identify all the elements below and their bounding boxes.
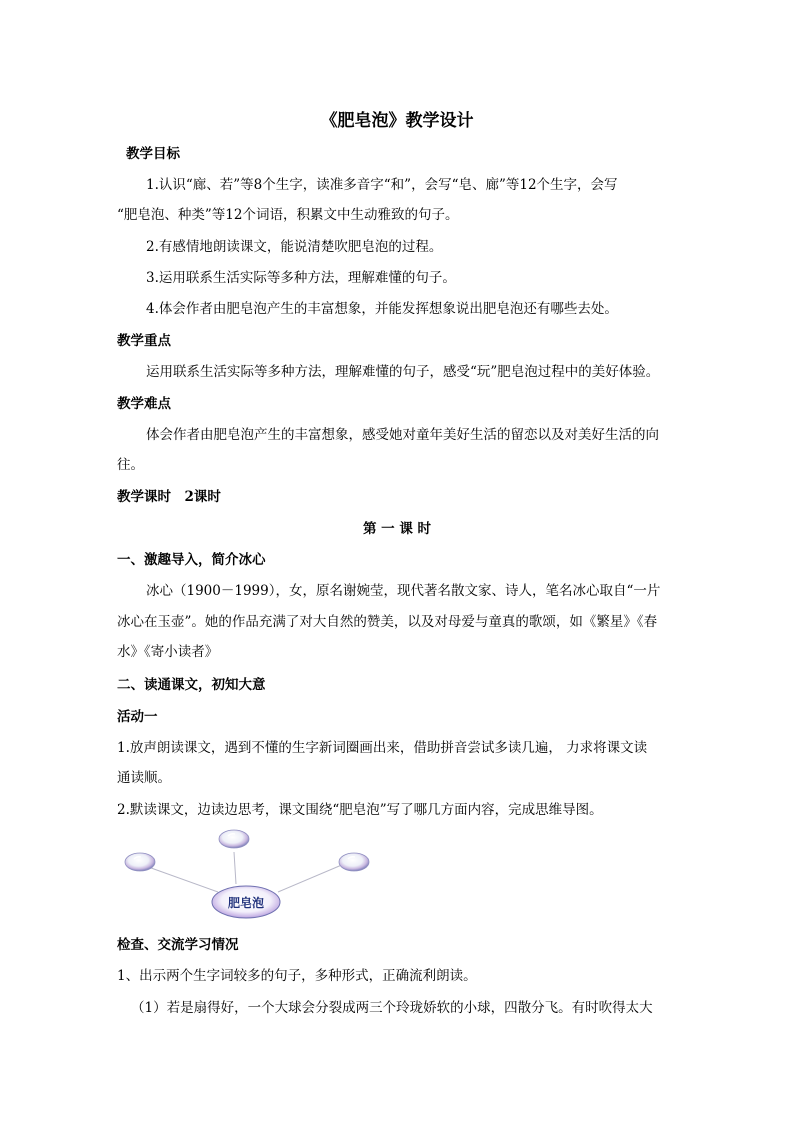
section2-heading: 二、读通课文，初知大意: [117, 677, 266, 693]
section1-line-2: 冰心在玉壶”。她的作品充满了对大自然的赞美，以及对母爱与童真的歌颂，如《繁星》《春: [117, 614, 658, 630]
mind-map-diagram: [118, 826, 378, 922]
bubble-node-center: [212, 886, 280, 918]
objective-line-1: 1.认识“廊、若”等8个生字，读准多音字“和”，会写“皂、廊”等12个生字，会写: [146, 177, 618, 193]
objective-line-3: 2.有感情地朗读课文，能说清楚吹肥皂泡的过程。: [146, 239, 443, 255]
objectives-heading: 教学目标: [126, 146, 180, 162]
connector-line-left: [140, 864, 218, 892]
activity-line-3: 2.默读课文，边读边思考，课文围绕“肥皂泡”写了哪几方面内容，完成思维导图。: [117, 802, 603, 818]
section1-heading: 一、激趣导入，简介冰心: [117, 552, 266, 568]
connector-line-right: [278, 864, 344, 892]
check-line-1: 1、出示两个生字词较多的句子，多种形式，正确流利朗读。: [117, 968, 477, 984]
objective-line-5: 4.体会作者由肥皂泡产生的丰富想象，并能发挥想象说出肥皂泡还有哪些去处。: [146, 301, 618, 317]
difficulty-line-2: 往。: [117, 457, 144, 473]
check-heading: 检查、交流学习情况: [117, 937, 239, 953]
lesson-title: 第 一 课 时: [362, 521, 432, 537]
connector-line-top: [234, 852, 236, 884]
difficulty-line-1: 体会作者由肥皂泡产生的丰富想象，感受她对童年美好生活的留恋以及对美好生活的向: [146, 427, 659, 443]
activity-line-2: 通读顺。: [117, 770, 171, 786]
bubble-node-right[interactable]: [339, 853, 369, 871]
key-text: 运用联系生活实际等多种方法，理解难懂的句子，感受“玩”肥皂泡过程中的美好体验。: [146, 364, 660, 380]
section1-line-3: 水》《寄小读者》: [117, 644, 219, 660]
activity-line-1: 1.放声朗读课文，遇到不懂的生字新词圈画出来，借助拼音尝试多读几遍， 力求将课文读: [117, 740, 648, 756]
objective-line-4: 3.运用联系生活实际等多种方法，理解难懂的句子。: [146, 270, 456, 286]
objective-line-2: “肥皂泡、种类”等12个词语，积累文中生动雅致的句子。: [117, 207, 459, 223]
bubble-node-top[interactable]: [219, 830, 249, 848]
key-heading: 教学重点: [117, 333, 171, 349]
lesson-hours: 教学课时 2课时: [117, 489, 221, 505]
difficulty-heading: 教学难点: [117, 396, 171, 412]
bubble-node-left[interactable]: [125, 853, 155, 871]
check-line-2: （1）若是扇得好，一个大球会分裂成两三个玲珑娇软的小球，四散分飞。有时吹得太大: [131, 1000, 653, 1016]
activity-heading: 活动一: [117, 709, 158, 725]
mind-map-center-label: 肥皂泡: [227, 896, 265, 910]
section1-line-1: 冰心（1900－1999），女，原名谢婉莹，现代著名散文家、诗人，笔名冰心取自“一片: [146, 583, 661, 599]
document-title: 《肥皂泡》教学设计: [320, 111, 474, 131]
